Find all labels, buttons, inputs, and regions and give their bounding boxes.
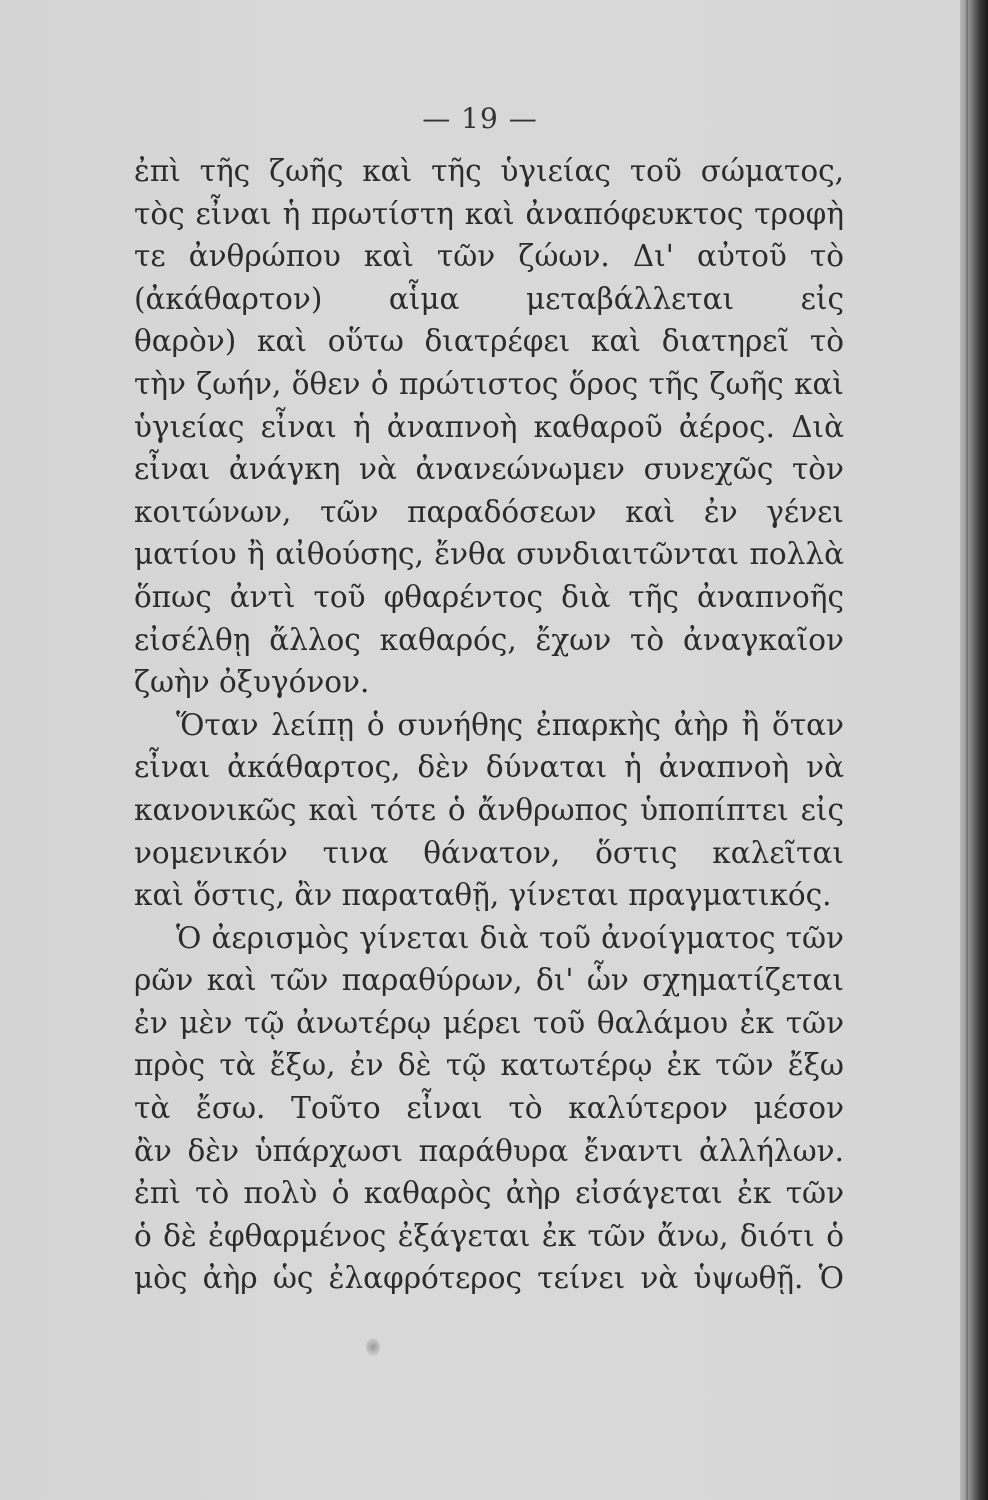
text-line: Ὅταν λείπῃ ὁ συνήθης ἐπαρκὴς ἀὴρ ἢ ὅταν — [176, 707, 844, 742]
text-line: θαρὸν) καὶ οὕτω διατρέφει καὶ διατηρεῖ τὸ — [134, 324, 844, 359]
text-line: εἶναι ἀκάθαρτος, δὲν δύναται ἡ ἀναπνοὴ νὰ — [134, 750, 844, 785]
text-line: καὶ ὅστις, ἂν παραταθῇ, γίνεται πραγματικός. — [134, 878, 832, 913]
text-line: ζωὴν ὀξυγόνον. — [134, 665, 370, 700]
book-spine-edge — [960, 0, 988, 1500]
text-line: τὸς εἶναι ἡ πρωτίστη καὶ ἀναπόφευκτος τροφὴ — [134, 196, 844, 231]
text-line: νομενικόν τινα θάνατον, ὅστις καλεῖται — [134, 835, 844, 870]
text-line: ὁ δὲ ἐφθαρμένος ἐξάγεται ἐκ τῶν ἄνω, διότι ὁ — [134, 1218, 844, 1253]
text-line: ρῶν καὶ τῶν παραθύρων, δι' ὧν σχηματίζεται — [134, 963, 844, 998]
ink-smudge — [366, 1338, 380, 1356]
page-number: — 19 — — [422, 102, 538, 135]
text-line: κοιτώνων, τῶν παραδόσεων καὶ ἐν γένει — [134, 494, 844, 529]
text-line: κανονικῶς καὶ τότε ὁ ἄνθρωπος ὑποπίπτει εἰς — [134, 792, 844, 827]
text-line: εἶναι ἀνάγκη νὰ ἀνανεώνωμεν συνεχῶς τὸν — [134, 452, 844, 487]
text-line: ὅπως ἀντὶ τοῦ φθαρέντος διὰ τῆς ἀναπνοῆς — [134, 579, 844, 614]
text-line: ἐπὶ τῆς ζωῆς καὶ τῆς ὑγιείας τοῦ σώματος, — [134, 154, 844, 188]
text-line: ἐπὶ τὸ πολὺ ὁ καθαρὸς ἀὴρ εἰσάγεται ἐκ τῶν — [134, 1176, 844, 1211]
text-line: ἐν μὲν τῷ ἀνωτέρῳ μέρει τοῦ θαλάμου ἐκ τῶν — [134, 1005, 844, 1040]
text-line: μὸς ἀὴρ ὡς ἐλαφρότερος τείνει νὰ ὑψωθῇ. Ὁ — [134, 1261, 844, 1296]
text-line: τὴν ζωήν, ὅθεν ὁ πρώτιστος ὅρος τῆς ζωῆς καὶ — [134, 366, 844, 401]
body-text — [134, 150, 844, 1300]
text-line: ὑγιείας εἶναι ἡ ἀναπνοὴ καθαροῦ ἀέρος. Διὰ — [134, 409, 844, 444]
text-line: τὰ ἔσω. Τοῦτο εἶναι τὸ καλύτερον μέσον — [134, 1091, 844, 1126]
text-line: ἂν δὲν ὑπάρχωσι παράθυρα ἔναντι ἀλλήλων. — [134, 1133, 844, 1168]
text-line: ματίου ἢ αἰθούσης, ἔνθα συνδιαιτῶνται πολλὰ — [134, 537, 844, 572]
text-line: Ὁ ἀερισμὸς γίνεται διὰ τοῦ ἀνοίγματος τῶν — [176, 920, 844, 955]
text-line: (ἀκάθαρτον) αἷμα μεταβάλλεται εἰς — [134, 281, 844, 316]
text-line: τε ἀνθρώπου καὶ τῶν ζώων. Δι' αὐτοῦ τὸ — [134, 239, 844, 274]
text-line: πρὸς τὰ ἔξω, ἐν δὲ τῷ κατωτέρῳ ἐκ τῶν ἔξω — [134, 1048, 844, 1083]
text-line: εἰσέλθῃ ἄλλος καθαρός, ἔχων τὸ ἀναγκαῖον — [134, 622, 844, 657]
